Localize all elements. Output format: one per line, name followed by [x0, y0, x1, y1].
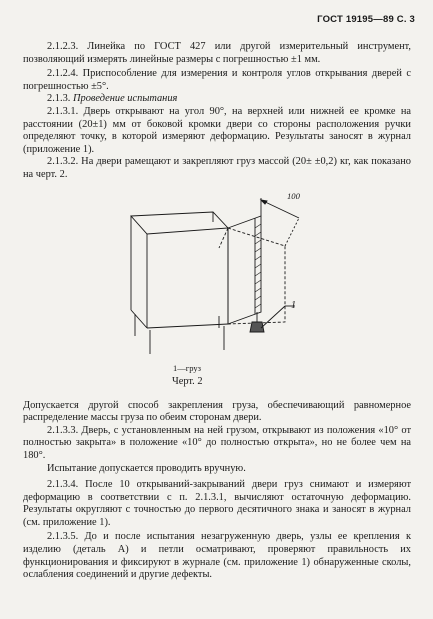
cabinet-drawing [23, 188, 411, 396]
figure-drawing-2 [23, 188, 411, 396]
paragraph-2124: 2.1.2.4. Приспособление для измерения и контроля углов открывания дверей с погрешностью ±5°. [23, 68, 411, 92]
section-number: 2.1.3. [47, 93, 71, 105]
dimension-label: 100 [287, 190, 300, 201]
paragraph-alt-mount: Допускается другой способ закрепления груза, обеспечивающий равномерное распределение массы груза по обеим сторонам двери. [23, 399, 411, 424]
section-heading-213 [23, 93, 411, 106]
figure-legend: 1—груз [173, 362, 201, 373]
paragraph-2133: 2.1.3.3. Дверь, с установленным на ней грузом, открывают из положения «10° от полностью закрыта» в положение «10° до полностью открыта», но не более чем на 180°. [23, 424, 411, 461]
document-body [23, 41, 411, 582]
figure-caption: Черт. 2 [172, 375, 203, 387]
paragraph-2123: 2.1.2.3. Линейка по ГОСТ 427 или другой измерительный инструмент, позволяющий измерять линейные размеры с погрешностью ±1 мм. [23, 41, 411, 65]
page-header: ГОСТ 19195—89 С. 3 [317, 14, 415, 25]
paragraph-2135: 2.1.3.5. До и после испытания незагруженную дверь, узлы ее крепления к изделию (деталь А) и петли осматривают, проверяют правильность их функционирования и фиксируют в журнале (см. приложение 1) обнаруженные сколы, ослабления соединений и другие дефекты. [23, 531, 411, 581]
paragraph-2134: 2.1.3.4. После 10 открываний-закрываний двери груз снимают и измеряют деформацию в соответствии с п. 2.1.3.1, вычисляют остаточную деформацию. Результаты округляют с точностью до первого десятичного знака и заносят в журнал (см. приложение 1). [23, 479, 411, 528]
callout-label: 1 [291, 299, 296, 311]
paragraph-2132: 2.1.3.2. На двери рамещают и закрепляют груз массой (20± ±0,2) кг, как показано на черт. 2. [23, 156, 411, 180]
paragraph-2131: 2.1.3.1. Дверь открывают на угол 90°, на верхней или нижней ее кромке на расстоянии (20±1) мм от боковой кромки двери со стороны расположения ручки определяют точку, в которой измеряют деформацию. Результаты заносят в журнал (приложение 1). [23, 105, 411, 155]
paragraph-manual: Испытание допускается проводить вручную. [47, 462, 246, 474]
section-title: Проведение испытания [73, 93, 178, 105]
